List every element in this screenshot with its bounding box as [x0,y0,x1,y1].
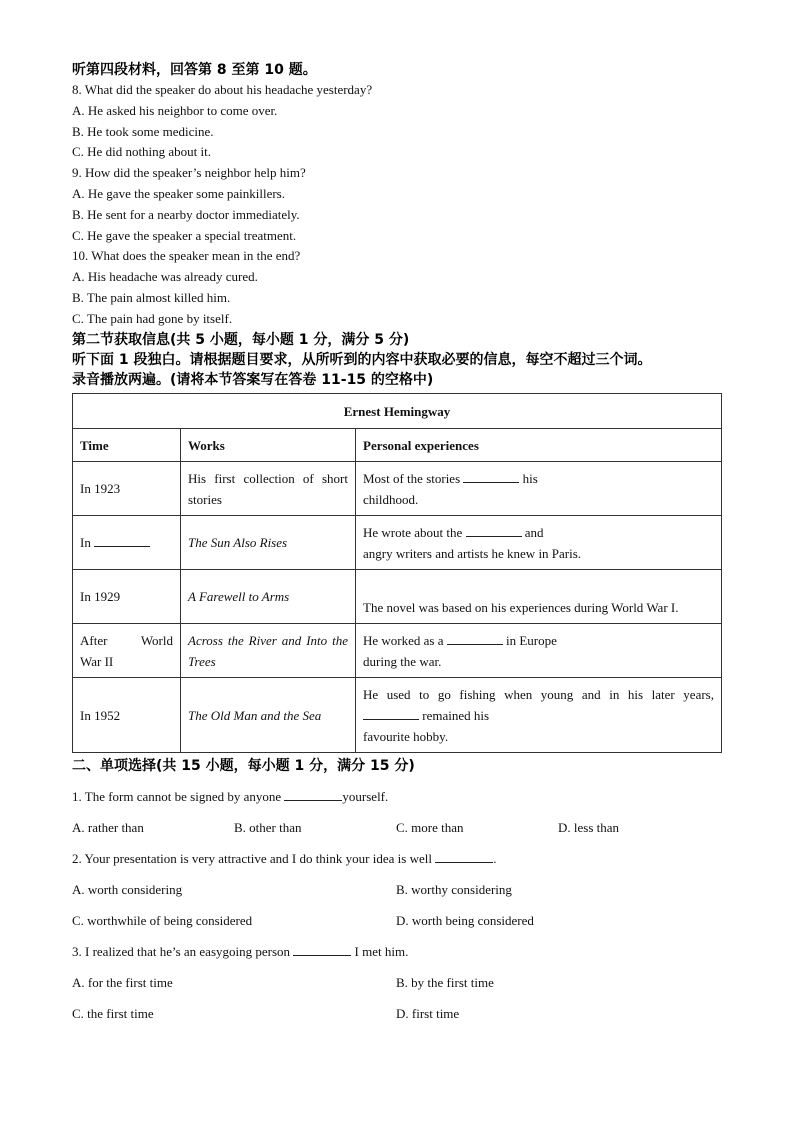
option[interactable]: D. less than [558,820,620,835]
experience-cell: The novel was based on his experiences during World War I. [356,570,722,624]
option[interactable]: A. for the first time [72,975,173,990]
single-choice-section [72,756,732,1024]
question-1-options [72,818,732,838]
option[interactable]: C. more than [396,820,464,835]
question-line: 9. How did the speaker’s neighbor help him? [72,165,306,181]
option[interactable]: B. worthy considering [396,882,512,897]
question-line: 10. What does the speaker mean in the end? [72,248,301,264]
experience-cell: He worked as a in Europe during the war. [356,624,722,678]
time-cell: In [73,516,181,570]
answer-blank-q3[interactable] [293,943,351,956]
option[interactable]: B. other than [234,820,302,835]
answer-blank-15[interactable] [363,707,419,720]
answer-blank-14[interactable] [447,632,503,645]
option-line: C. He did nothing about it. [72,144,212,160]
hemingway-table [72,393,722,753]
header-works: Works [181,429,356,462]
work-cell: His first collection of short stories [181,462,356,516]
answer-blank-13[interactable] [466,524,522,537]
work-cell: The Old Man and the Sea [181,678,356,753]
question-2-options [72,880,732,900]
part4-heading: 听第四段材料，回答第 8 至第 10 题。 [72,62,317,78]
time-cell: In 1923 [73,462,181,516]
table-row [73,624,722,678]
question-1: 1. The form cannot be signed by anyone yourself. [72,789,389,804]
work-cell: A Farewell to Arms [181,570,356,624]
option[interactable]: C. the first time [72,1006,154,1021]
question-2: 2. Your presentation is very attractive and I do think your idea is well . [72,851,497,866]
experience-cell: Most of the stories his childhood. [356,462,722,516]
option-line: A. His headache was already cured. [72,269,258,285]
section2-instructions-2: 录音播放两遍。(请将本节答案写在答卷 11-15 的空格中) [72,371,434,388]
question-2-options [72,911,732,931]
question-3-options [72,1004,732,1024]
option[interactable]: A. worth considering [72,882,183,897]
work-cell: Across the River and Into the Trees [181,624,356,678]
question-line: 8. What did the speaker do about his headache yesterday? [72,82,373,97]
listening-part4 [72,60,732,390]
header-time: Time [73,429,181,462]
option-line: B. He took some medicine. [72,123,214,139]
answer-blank-12[interactable] [463,470,519,483]
option[interactable]: B. by the first time [396,975,494,990]
option-line: C. The pain had gone by itself. [72,310,233,326]
work-cell: The Sun Also Rises [181,516,356,570]
experience-cell: He wrote about the and angry writers and artists he knew in Paris. [356,516,722,570]
option[interactable]: D. worth being considered [396,913,534,928]
option[interactable]: A. rather than [72,820,144,835]
table-row [73,516,722,570]
question-3-options [72,973,732,993]
option-line: B. He sent for a nearby doctor immediately. [72,206,300,222]
time-cell: In 1929 [73,570,181,624]
time-cell: In 1952 [73,678,181,753]
section2-instructions: 听下面 1 段独白。请根据题目要求，从所听到的内容中获取必要的信息，每空不超过三个词。 [72,351,652,368]
table-row [73,462,722,516]
option-line: B. The pain almost killed him. [72,289,231,305]
option-line: A. He gave the speaker some painkillers. [72,185,285,201]
option[interactable]: C. worthwhile of being considered [72,913,253,928]
section2-heading: 第二节获取信息(共 5 小题，每小题 1 分，满分 5 分) [72,331,410,348]
answer-blank-11[interactable] [94,534,150,547]
option[interactable]: D. first time [396,1006,460,1021]
table-row [73,678,722,753]
part2-heading: 二、单项选择(共 15 小题，每小题 1 分，满分 15 分) [72,758,415,774]
answer-blank-q1[interactable] [284,788,342,801]
time-cell: After World War II [73,624,181,678]
question-3: 3. I realized that he’s an easygoing person I met him. [72,944,409,959]
answer-blank-q2[interactable] [435,850,493,863]
option-line: A. He asked his neighbor to come over. [72,102,278,118]
table-title: Ernest Hemingway [73,394,722,429]
option-line: C. He gave the speaker a special treatment. [72,227,297,243]
experience-cell: He used to go fishing when young and in his later years, remained his favourite hobby. [356,678,722,753]
header-experiences: Personal experiences [356,429,722,462]
table-row [73,570,722,624]
